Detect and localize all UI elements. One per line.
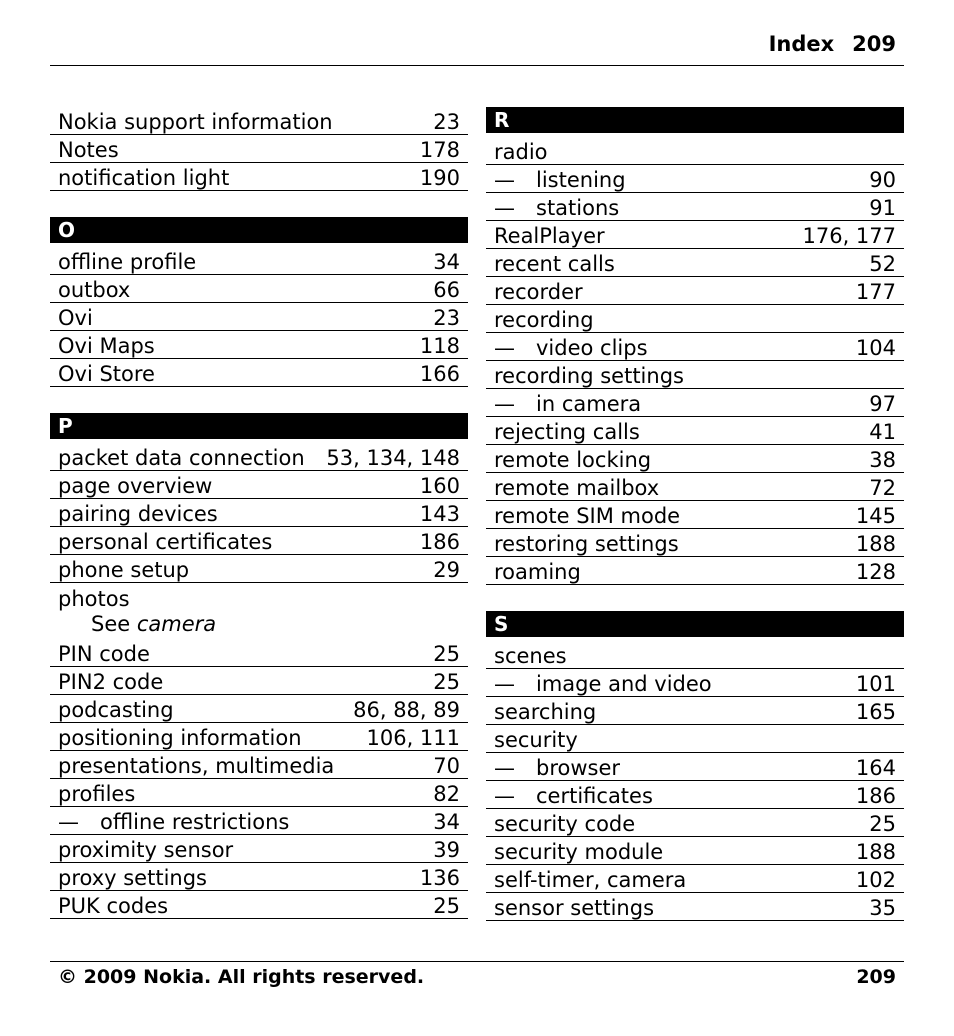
letter-heading-r: R: [486, 107, 904, 133]
index-entry: [50, 499, 468, 527]
index-term-text: rejecting calls: [494, 420, 640, 444]
index-term-text: remote mailbox: [494, 476, 660, 500]
page-numbers: 23: [433, 110, 460, 134]
index-entry: [486, 361, 904, 389]
page-numbers: 128: [855, 560, 896, 584]
index-term: [58, 754, 334, 778]
index-term-text: PUK codes: [58, 894, 169, 918]
index-term: [58, 446, 305, 470]
page-numbers: 90: [869, 168, 896, 192]
page-numbers: 25: [433, 642, 460, 666]
footer-page-number: 209: [856, 966, 896, 988]
letter-heading-o: O: [50, 217, 468, 243]
index-term-text: video clips: [536, 336, 648, 360]
header-title: Index: [768, 32, 835, 56]
index-entry: [486, 501, 904, 529]
index-entry: [50, 667, 468, 695]
index-term-text: recording settings: [494, 364, 684, 388]
index-entry: [50, 163, 468, 191]
index-term-text: self-timer, camera: [494, 868, 687, 892]
index-term-text: proximity sensor: [58, 838, 234, 862]
index-entry: [50, 275, 468, 303]
index-entry: [50, 331, 468, 359]
index-entry: [50, 247, 468, 275]
index-term: [494, 168, 626, 192]
index-entry: [486, 221, 904, 249]
index-entry: [50, 891, 468, 919]
index-term: [58, 362, 155, 386]
page-numbers: 53, 134, 148: [326, 446, 460, 470]
page-numbers: 160: [419, 474, 460, 498]
index-term: [58, 558, 189, 582]
index-entry: [50, 639, 468, 667]
page-numbers: 188: [855, 532, 896, 556]
index-term-text: sensor settings: [494, 896, 655, 920]
index-term: [494, 308, 594, 332]
page-numbers: 177: [855, 280, 896, 304]
index-column-right: [486, 107, 904, 921]
index-term: [58, 838, 233, 862]
index-term: [58, 782, 135, 806]
index-term-text: security code: [494, 812, 636, 836]
index-entry: [50, 779, 468, 807]
page-numbers: 70: [433, 754, 460, 778]
page-numbers: 165: [855, 700, 896, 724]
index-term: [494, 364, 684, 388]
index-entry: [50, 583, 468, 611]
page-numbers: 190: [419, 166, 460, 190]
index-term: [494, 672, 712, 696]
index-term-text: Ovi: [58, 306, 93, 330]
index-term-text: stations: [536, 196, 620, 220]
index-term-text: packet data connection: [58, 446, 305, 470]
page-numbers: 186: [855, 784, 896, 808]
index-entry: [486, 277, 904, 305]
index-term: [494, 784, 653, 808]
index-term: [58, 278, 130, 302]
index-term-text: podcasting: [58, 698, 174, 722]
index-term-text: notification light: [58, 166, 230, 190]
index-term: [58, 698, 174, 722]
index-term: [494, 532, 679, 556]
index-term: [58, 642, 150, 666]
index-term-text: security module: [494, 840, 664, 864]
page-numbers: 136: [419, 866, 460, 890]
see-reference: [50, 611, 468, 639]
page-numbers: 72: [869, 476, 896, 500]
index-term: [494, 252, 615, 276]
index-term: [494, 728, 578, 752]
index-term: [494, 840, 663, 864]
index-term: [58, 810, 289, 834]
index-entry: [50, 835, 468, 863]
page-numbers: 143: [419, 502, 460, 526]
page-footer: [50, 961, 904, 988]
index-term-text: photos: [58, 587, 130, 611]
index-entry: [50, 751, 468, 779]
index-term: [58, 894, 168, 918]
see-prefix: See: [91, 612, 131, 636]
subentry-dash: —: [494, 196, 515, 220]
subentry-dash: —: [494, 168, 515, 192]
page-numbers: 102: [855, 868, 896, 892]
index-term-text: recorder: [494, 280, 583, 304]
index-entry: [50, 863, 468, 891]
page-numbers: 97: [869, 392, 896, 416]
index-entry: [50, 107, 468, 135]
index-term-text: listening: [536, 168, 626, 192]
index-entry: [486, 865, 904, 893]
index-term-text: image and video: [536, 672, 712, 696]
page-numbers: 82: [433, 782, 460, 806]
index-term: [494, 812, 635, 836]
page-numbers: 186: [419, 530, 460, 554]
index-term-text: outbox: [58, 278, 131, 302]
page-numbers: 118: [419, 334, 460, 358]
index-entry: [50, 723, 468, 751]
page-numbers: 106, 111: [366, 726, 460, 750]
index-entry: [486, 473, 904, 501]
index-entry: [486, 837, 904, 865]
index-term-text: offline restrictions: [100, 810, 290, 834]
page-numbers: 176, 177: [802, 224, 896, 248]
index-entry: [50, 527, 468, 555]
page-numbers: 91: [869, 196, 896, 220]
page-numbers: 164: [855, 756, 896, 780]
index-term: [58, 587, 130, 611]
index-term-text: phone setup: [58, 558, 190, 582]
index-term: [494, 448, 651, 472]
index-subentry: [486, 389, 904, 417]
letter-heading-p: P: [50, 413, 468, 439]
index-entry: [486, 417, 904, 445]
footer-copyright: © 2009 Nokia. All rights reserved.: [58, 966, 425, 988]
index-term-text: proxy settings: [58, 866, 207, 890]
index-entry: [50, 359, 468, 387]
index-term: [58, 502, 218, 526]
index-term: [494, 224, 605, 248]
index-term: [58, 530, 272, 554]
see-target: camera: [136, 612, 217, 636]
index-subentry: [486, 781, 904, 809]
index-entry: [50, 135, 468, 163]
index-subentry: [486, 333, 904, 361]
index-term: [494, 140, 548, 164]
index-term: [494, 504, 680, 528]
index-term: [494, 896, 654, 920]
index-entry: [50, 303, 468, 331]
index-subentry: [486, 193, 904, 221]
index-entry: [50, 695, 468, 723]
index-term-text: security: [494, 728, 578, 752]
index-term: [58, 866, 207, 890]
index-term-text: searching: [494, 700, 597, 724]
page-numbers: 104: [855, 336, 896, 360]
index-term: [494, 280, 583, 304]
index-term-text: remote SIM mode: [494, 504, 681, 528]
page-numbers: 34: [433, 250, 460, 274]
page-numbers: 178: [419, 138, 460, 162]
index-term-text: browser: [536, 756, 621, 780]
index-column-left: [50, 107, 468, 919]
subentry-dash: —: [494, 672, 515, 696]
index-subentry: [50, 807, 468, 835]
subentry-dash: —: [494, 756, 515, 780]
index-entry: [486, 697, 904, 725]
index-term-text: remote locking: [494, 448, 652, 472]
page-numbers: 39: [433, 838, 460, 862]
page-numbers: 35: [869, 896, 896, 920]
index-entry: [486, 809, 904, 837]
index-term-text: Notes: [58, 138, 119, 162]
index-term-text: pairing devices: [58, 502, 218, 526]
index-term: [58, 250, 196, 274]
index-term: [494, 392, 641, 416]
index-term: [494, 868, 686, 892]
index-term: [58, 138, 119, 162]
index-term: [494, 700, 596, 724]
index-term: [494, 196, 619, 220]
page-numbers: 38: [869, 448, 896, 472]
letter-heading-s: S: [486, 611, 904, 637]
index-term: [494, 644, 567, 668]
index-term-text: scenes: [494, 644, 567, 668]
page-numbers: 101: [855, 672, 896, 696]
index-term: [58, 334, 155, 358]
index-entry: [486, 305, 904, 333]
index-term-text: RealPlayer: [494, 224, 605, 248]
page-numbers: 166: [419, 362, 460, 386]
index-term: [494, 756, 620, 780]
index-entry: [486, 249, 904, 277]
page-numbers: 25: [433, 894, 460, 918]
index-entry: [50, 443, 468, 471]
index-term-text: radio: [494, 140, 548, 164]
index-entry: [50, 555, 468, 583]
index-term: [58, 670, 163, 694]
index-term: [494, 476, 659, 500]
subentry-dash: —: [494, 392, 515, 416]
index-term-text: positioning information: [58, 726, 302, 750]
index-term-text: recording: [494, 308, 594, 332]
index-term-text: profiles: [58, 782, 136, 806]
page-header: [50, 32, 904, 66]
index-entry: [486, 137, 904, 165]
index-term-text: restoring settings: [494, 532, 679, 556]
page-numbers: 188: [855, 840, 896, 864]
subentry-dash: —: [494, 336, 515, 360]
page-numbers: 66: [433, 278, 460, 302]
index-term-text: personal certificates: [58, 530, 273, 554]
index-subentry: [486, 165, 904, 193]
page-numbers: 86, 88, 89: [353, 698, 460, 722]
index-entry: [486, 529, 904, 557]
page-numbers: 25: [869, 812, 896, 836]
page-numbers: 34: [433, 810, 460, 834]
index-term-text: page overview: [58, 474, 213, 498]
subentry-dash: —: [58, 810, 79, 834]
index-term: [494, 336, 648, 360]
index-term-text: offline profile: [58, 250, 197, 274]
index-term: [58, 474, 212, 498]
index-term: [58, 306, 93, 330]
index-entry: [486, 725, 904, 753]
page-numbers: 52: [869, 252, 896, 276]
index-term-text: recent calls: [494, 252, 615, 276]
index-entry: [486, 445, 904, 473]
index-term-text: PIN code: [58, 642, 150, 666]
index-entry: [486, 641, 904, 669]
index-entry: [486, 557, 904, 585]
index-term-text: Ovi Maps: [58, 334, 155, 358]
index-term: [58, 166, 229, 190]
page-numbers: 41: [869, 420, 896, 444]
page-numbers: 29: [433, 558, 460, 582]
header-page-number: 209: [852, 32, 896, 56]
page-numbers: 23: [433, 306, 460, 330]
index-subentry: [486, 753, 904, 781]
index-term-text: Ovi Store: [58, 362, 155, 386]
index-term-text: PIN2 code: [58, 670, 164, 694]
index-subentry: [486, 669, 904, 697]
subentry-dash: —: [494, 784, 515, 808]
index-term: [494, 420, 640, 444]
index-term-text: certificates: [536, 784, 653, 808]
index-term: [58, 110, 333, 134]
index-entry: [486, 893, 904, 921]
index-term-text: in camera: [536, 392, 642, 416]
index-term-text: Nokia support information: [58, 110, 333, 134]
page-numbers: 145: [855, 504, 896, 528]
page-numbers: 25: [433, 670, 460, 694]
index-term-text: presentations, multimedia: [58, 754, 335, 778]
index-term: [494, 560, 581, 584]
index-term-text: roaming: [494, 560, 581, 584]
index-entry: [50, 471, 468, 499]
index-term: [58, 726, 302, 750]
